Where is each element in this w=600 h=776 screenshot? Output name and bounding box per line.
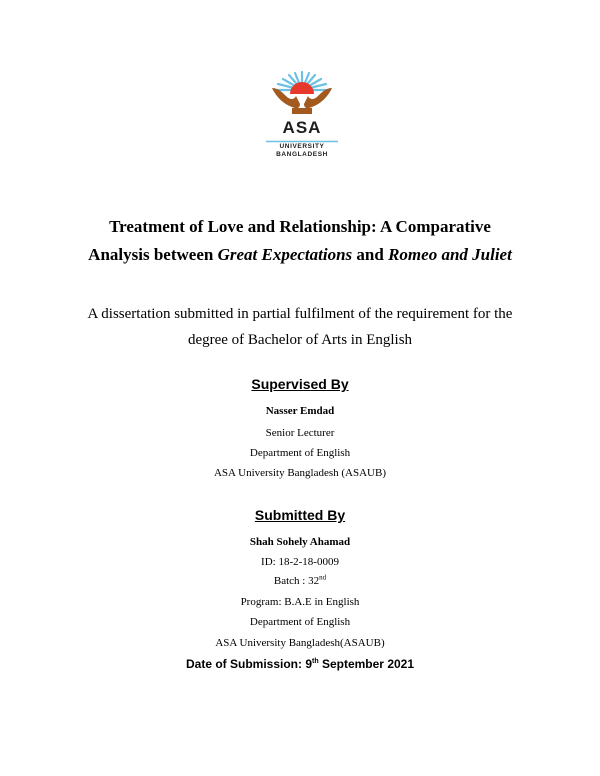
supervisor-designation: Senior Lecturer — [265, 427, 335, 439]
submitted-by-heading: Submitted By — [254, 507, 346, 523]
supervised-by-heading: Supervised By — [251, 376, 349, 392]
thesis-title-line2 — [0, 241, 600, 269]
university-logo — [262, 66, 342, 162]
student-id: ID: 18-2-18-0009 — [261, 556, 339, 568]
date-suffix: th — [312, 658, 319, 665]
batch-text: Batch : 32 — [273, 575, 320, 587]
student-department: Department of English — [249, 616, 351, 628]
batch-suffix: nd — [319, 573, 327, 582]
supervisor-name: Nasser Emdad — [265, 405, 335, 417]
title-text: Analysis between — [88, 245, 218, 264]
title-book2: Romeo and Juliet — [388, 245, 512, 264]
logo-subtitle-line2: BANGLADESH — [276, 151, 328, 158]
date-text: September 2021 — [318, 657, 415, 671]
title-text: and — [352, 245, 389, 264]
sun-hands-emblem-icon — [262, 66, 342, 118]
title-book1: Great Expectations — [217, 245, 353, 264]
student-university: ASA University Bangladesh(ASAUB) — [215, 637, 385, 649]
student-name: Shah Sohely Ahamad — [249, 536, 351, 548]
supervisor-university: ASA University Bangladesh (ASAUB) — [213, 467, 387, 479]
supervisor-department: Department of English — [249, 447, 351, 459]
thesis-title-line1: Treatment of Love and Relationship: A Comparative — [109, 217, 491, 236]
logo-wordmark: ASA — [282, 118, 322, 137]
description-line1: A dissertation submitted in partial fulfilment of the requirement for the — [87, 306, 513, 322]
submission-date — [0, 657, 600, 671]
student-program: Program: B.A.E in English — [240, 596, 360, 608]
description-line2: degree of Bachelor of Arts in English — [187, 332, 413, 348]
logo-subtitle-line1: UNIVERSITY — [279, 143, 325, 150]
student-batch — [0, 575, 600, 587]
date-text: Date of Submission: 9 — [185, 657, 313, 671]
